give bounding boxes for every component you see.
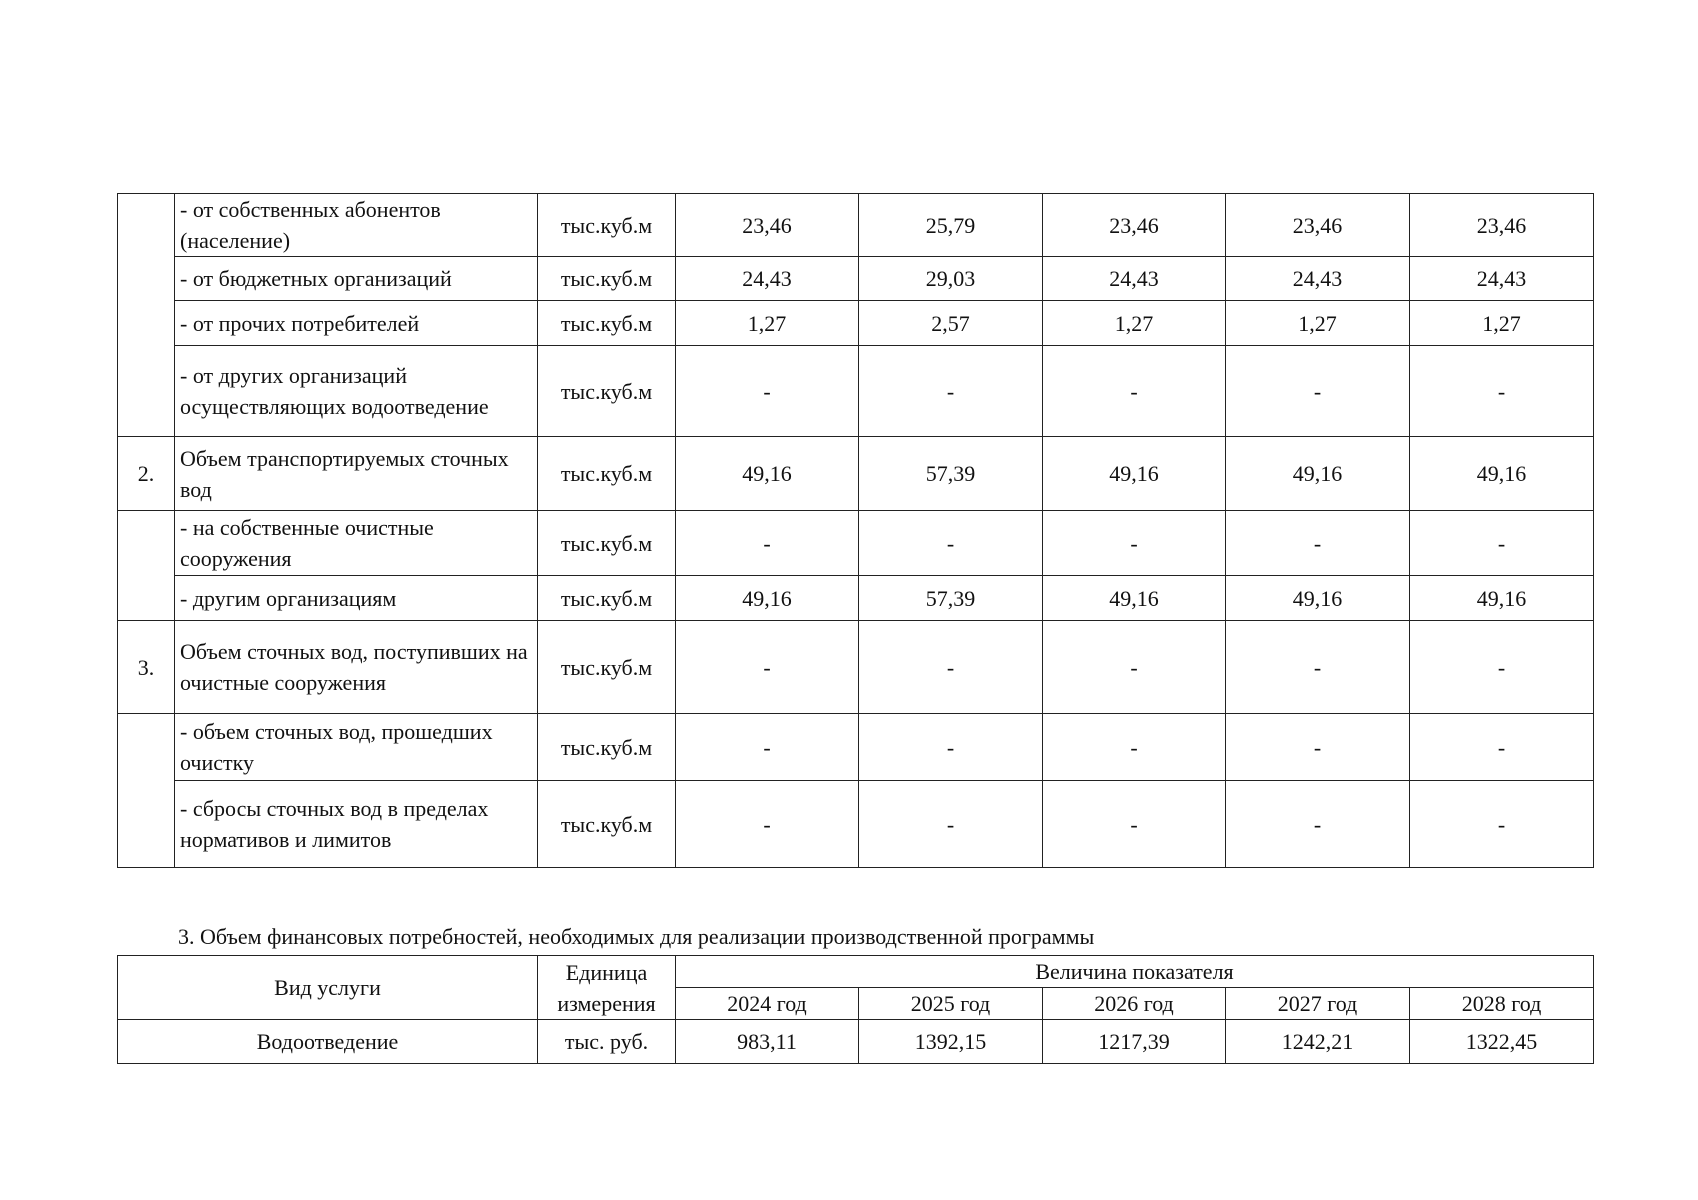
- value-cell: -: [1410, 714, 1594, 781]
- value-cell: 49,16: [1226, 437, 1410, 511]
- value-cell: 1322,45: [1410, 1020, 1594, 1064]
- row-label: Объем транспортируемых сточных вод: [175, 437, 538, 511]
- value-cell: -: [1043, 714, 1226, 781]
- unit-cell: тыс. руб.: [538, 1020, 676, 1064]
- value-cell: -: [1043, 346, 1226, 437]
- value-cell: 1,27: [1226, 301, 1410, 346]
- header-value: Величина показателя: [676, 956, 1594, 988]
- value-cell: -: [1043, 621, 1226, 714]
- value-cell: -: [1043, 781, 1226, 868]
- value-cell: 2,57: [859, 301, 1043, 346]
- row-label: - объем сточных вод, прошедших очистку: [175, 714, 538, 781]
- unit-cell: тыс.куб.м: [538, 194, 676, 257]
- wastewater-volume-table: [117, 193, 1594, 868]
- value-cell: 57,39: [859, 576, 1043, 621]
- value-cell: 29,03: [859, 257, 1043, 301]
- year-header: 2026 год: [1043, 988, 1226, 1020]
- value-cell: -: [859, 781, 1043, 868]
- table-row: [118, 194, 1594, 257]
- service-cell: Водоотведение: [118, 1020, 538, 1064]
- value-cell: 49,16: [676, 437, 859, 511]
- value-cell: -: [1410, 781, 1594, 868]
- value-cell: 49,16: [1043, 437, 1226, 511]
- value-cell: 24,43: [1410, 257, 1594, 301]
- value-cell: 1,27: [1043, 301, 1226, 346]
- table-row: [118, 346, 1594, 437]
- value-cell: -: [1226, 781, 1410, 868]
- row-label: Объем сточных вод, поступивших на очистные сооружения: [175, 621, 538, 714]
- value-cell: -: [1226, 346, 1410, 437]
- value-cell: 1,27: [676, 301, 859, 346]
- year-header: 2024 год: [676, 988, 859, 1020]
- unit-cell: тыс.куб.м: [538, 781, 676, 868]
- value-cell: -: [859, 511, 1043, 576]
- unit-cell: тыс.куб.м: [538, 257, 676, 301]
- value-cell: 49,16: [1410, 576, 1594, 621]
- row-number: 2.: [118, 437, 175, 511]
- value-cell: 49,16: [1043, 576, 1226, 621]
- value-cell: -: [859, 714, 1043, 781]
- row-label: - от собственных абонентов (население): [175, 194, 538, 257]
- value-cell: 24,43: [1043, 257, 1226, 301]
- table-row: [118, 511, 1594, 576]
- row-number: 3.: [118, 621, 175, 714]
- value-cell: -: [859, 621, 1043, 714]
- year-header: 2027 год: [1226, 988, 1410, 1020]
- row-label: - от прочих потребителей: [175, 301, 538, 346]
- value-cell: 23,46: [1226, 194, 1410, 257]
- value-cell: -: [676, 621, 859, 714]
- value-cell: -: [1043, 511, 1226, 576]
- table-row: [118, 437, 1594, 511]
- value-cell: -: [676, 781, 859, 868]
- unit-cell: тыс.куб.м: [538, 511, 676, 576]
- year-header: 2025 год: [859, 988, 1043, 1020]
- value-cell: -: [1410, 346, 1594, 437]
- value-cell: -: [676, 511, 859, 576]
- value-cell: -: [1226, 511, 1410, 576]
- value-cell: 25,79: [859, 194, 1043, 257]
- unit-cell: тыс.куб.м: [538, 301, 676, 346]
- table-row: [118, 714, 1594, 781]
- financial-data-row: [118, 1020, 1594, 1064]
- value-cell: 1217,39: [1043, 1020, 1226, 1064]
- value-cell: 23,46: [676, 194, 859, 257]
- value-cell: 57,39: [859, 437, 1043, 511]
- table-row: [118, 576, 1594, 621]
- year-header: 2028 год: [1410, 988, 1594, 1020]
- table-row: [118, 301, 1594, 346]
- value-cell: 24,43: [1226, 257, 1410, 301]
- value-cell: -: [1226, 621, 1410, 714]
- row-label: - сбросы сточных вод в пределах нормативов и лимитов: [175, 781, 538, 868]
- table-row: [118, 621, 1594, 714]
- unit-cell: тыс.куб.м: [538, 437, 676, 511]
- unit-cell: тыс.куб.м: [538, 576, 676, 621]
- value-cell: -: [1410, 621, 1594, 714]
- unit-cell: тыс.куб.м: [538, 714, 676, 781]
- value-cell: -: [1410, 511, 1594, 576]
- value-cell: -: [859, 346, 1043, 437]
- value-cell: 23,46: [1410, 194, 1594, 257]
- value-cell: 1,27: [1410, 301, 1594, 346]
- financial-header-row: [118, 956, 1594, 988]
- wastewater-volume-table-body: [118, 194, 1594, 868]
- header-service: Вид услуги: [118, 956, 538, 1020]
- value-cell: 49,16: [1226, 576, 1410, 621]
- row-label: - от бюджетных организаций: [175, 257, 538, 301]
- unit-cell: тыс.куб.м: [538, 621, 676, 714]
- value-cell: 24,43: [676, 257, 859, 301]
- row-number: [118, 511, 175, 621]
- value-cell: 1242,21: [1226, 1020, 1410, 1064]
- unit-cell: тыс.куб.м: [538, 346, 676, 437]
- financial-needs-caption: 3. Объем финансовых потребностей, необходимых для реализации производственной программы: [178, 924, 1095, 949]
- header-unit: Единица измерения: [538, 956, 676, 1020]
- row-label: - на собственные очистные сооружения: [175, 511, 538, 576]
- value-cell: -: [1226, 714, 1410, 781]
- row-number: [118, 194, 175, 437]
- table-row: [118, 257, 1594, 301]
- row-label: - другим организациям: [175, 576, 538, 621]
- value-cell: 49,16: [1410, 437, 1594, 511]
- row-label: - от других организаций осуществляющих водоотведение: [175, 346, 538, 437]
- value-cell: 1392,15: [859, 1020, 1043, 1064]
- table-row: [118, 781, 1594, 868]
- value-cell: -: [676, 714, 859, 781]
- financial-needs-table: [117, 955, 1594, 1064]
- value-cell: 983,11: [676, 1020, 859, 1064]
- row-number: [118, 714, 175, 868]
- value-cell: -: [676, 346, 859, 437]
- value-cell: 49,16: [676, 576, 859, 621]
- value-cell: 23,46: [1043, 194, 1226, 257]
